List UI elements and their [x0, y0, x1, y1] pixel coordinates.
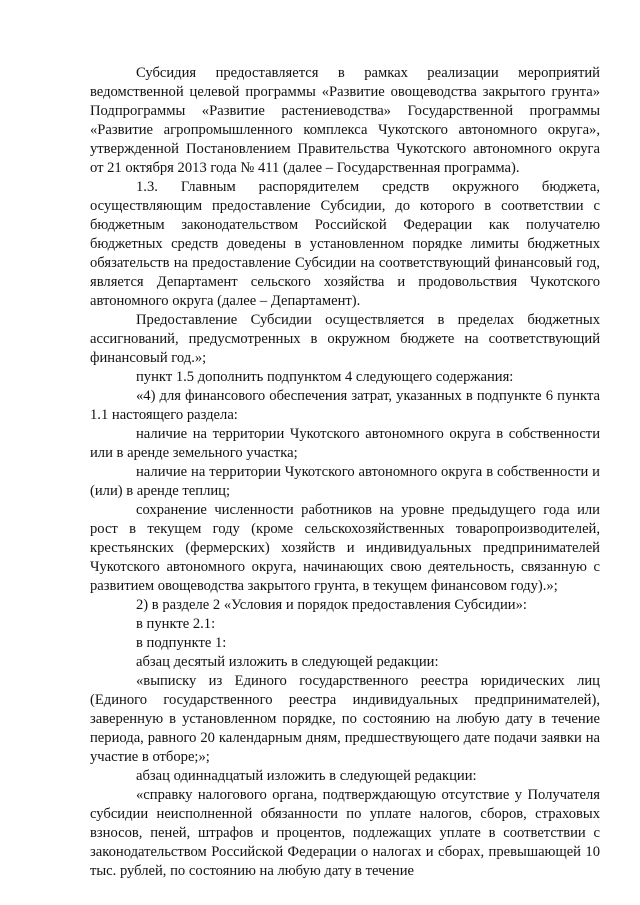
paragraph-section-2-amendment: 2) в разделе 2 «Условия и порядок предоставления Субсидии»:: [136, 597, 527, 613]
paragraph-staff-retention-requirement: сохранение численности работников на уровне предыдущего года или рост в текущем году (кроме сельскохозяйственных товаропроизводителей, крестьянских (фермерских) хозяйств и индивидуальных предпринимателей Чукотского автономного округа, начинающих свою деятельность, связанную с развитием овощеводства закрытого грунта, в текущем финансовом году).»;: [90, 502, 600, 594]
paragraph-point-2-1: в пункте 2.1:: [136, 616, 216, 632]
paragraph-greenhouse-requirement: наличие на территории Чукотского автономного округа в собственности и (или) в аренде теплиц;: [90, 464, 600, 499]
paragraph-subpoint-1: в подпункте 1:: [136, 635, 227, 651]
paragraph-tax-certificate: «справку налогового органа, подтверждающую отсутствие у Получателя субсидии неисполненной обязанности по уплате налогов, сборов, страховых взносов, пеней, штрафов и процентов, подлежащих уплате в соответствии с законодательством Российской Федерации о налогах и сборах, превышающей 10 тыс. рублей, по состоянию на любую дату в течение: [90, 787, 600, 879]
paragraph-point-1-5-amendment: пункт 1.5 дополнить подпунктом 4 следующего содержания:: [136, 369, 514, 385]
document-body: [90, 64, 600, 881]
paragraph-subsidy-framework: Субсидия предоставляется в рамках реализации мероприятий ведомственной целевой программы «Развитие овощеводства закрытого грунта» Подпрограммы «Развитие растениеводства» Государственной программы «Развитие агропромышленного комплекса Чукотского автономного округа», утвержденной Постановлением Правительства Чукотского автономного округа от 21 октября 2013 года № 411 (далее – Государственная программа).: [90, 65, 600, 176]
paragraph-registry-extract: «выписку из Единого государственного реестра юридических лиц (Единого государственного реестра индивидуальных предпринимателей), заверенную в установленном порядке, по состоянию на любую дату в течение периода, равного 20 календарным дням, предшествующего дате подачи заявки на участие в отборе;»;: [90, 673, 600, 765]
paragraph-land-plot-requirement: наличие на территории Чукотского автономного округа в собственности или в аренде земельного участка;: [90, 426, 600, 461]
paragraph-eleventh-abzac: абзац одиннадцатый изложить в следующей редакции:: [136, 768, 477, 784]
paragraph-tenth-abzac: абзац десятый изложить в следующей редакции:: [136, 654, 439, 670]
paragraph-1-3-main-administrator: 1.3. Главным распорядителем средств окружного бюджета, осуществляющим предоставление Субсидии, до которого в соответствии с бюджетным законодательством Российской Федерации как получателю бюджетных средств доведены в установленном порядке лимиты бюджетных обязательств на предоставление Субсидии на соответствующий финансовый год, является Департамент сельского хозяйства и продовольствия Чукотского автономного округа (далее – Департамент).: [90, 179, 600, 309]
paragraph-subpoint-4: «4) для финансового обеспечения затрат, указанных в подпункте 6 пункта 1.1 настоящего раздела:: [90, 388, 600, 423]
paragraph-budget-allocations: Предоставление Субсидии осуществляется в пределах бюджетных ассигнований, предусмотренных в окружном бюджете на соответствующий финансовый год.»;: [90, 312, 600, 366]
